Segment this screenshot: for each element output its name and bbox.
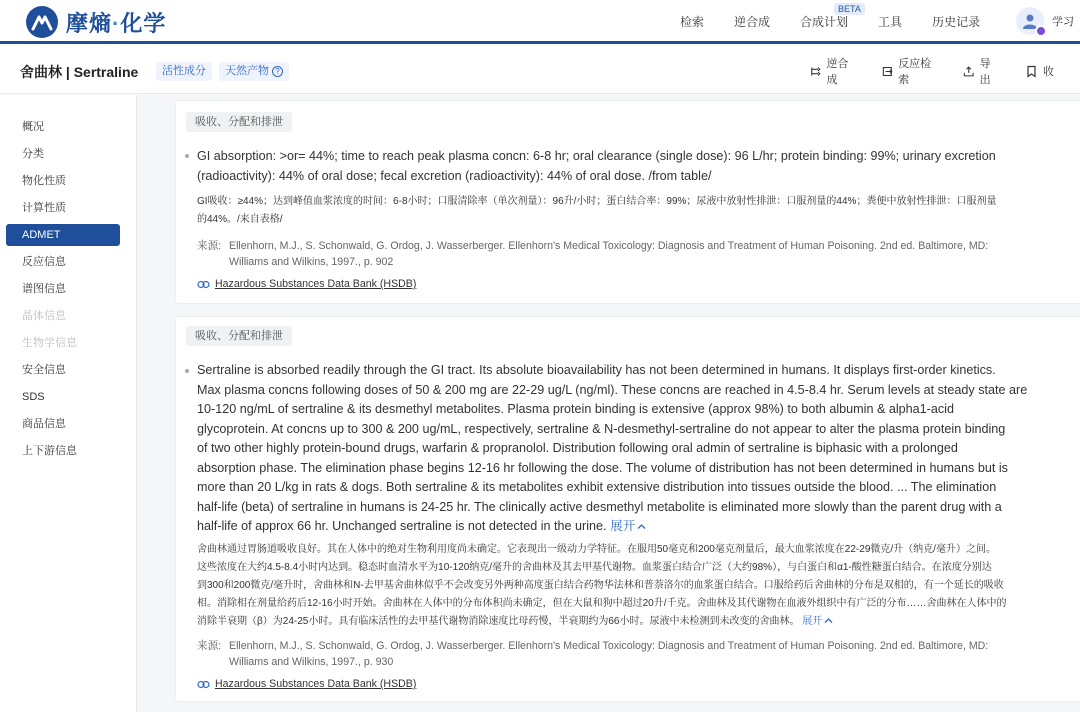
nav-retrosynthesis[interactable]: 逆合成 <box>734 15 771 29</box>
chevron-up-icon <box>637 523 646 530</box>
user-menu[interactable] <box>1016 7 1074 35</box>
section-tag: 吸收、分配和排泄 <box>186 326 292 346</box>
bullet <box>185 154 189 158</box>
source-citation: 来源: Ellenhorn, M.J., S. Schonwald, G. Ordog, J. Wasserberger. Ellenhorn's Medical Toxicology: Diagnosis and Treatment of Human Poisoning. 2nd ed. Baltimore, MD: Williams and Wilkins, 1997., p. 930 <box>197 640 989 668</box>
section-tag: 吸收、分配和排泄 <box>186 112 292 132</box>
hsdb-link[interactable]: Hazardous Substances Data Bank (HSDB) <box>197 278 416 290</box>
user-label[interactable]: 学习 <box>1052 16 1074 28</box>
link-icon <box>197 280 210 289</box>
absorption-distribution-card <box>175 316 1080 702</box>
main-menu <box>680 0 1010 44</box>
reaction-search-icon <box>882 65 894 78</box>
compound-name: 舍曲林 | Sertraline <box>20 64 139 80</box>
sidebar-item-safety[interactable]: 安全信息 <box>22 364 66 376</box>
sidebar-item-computed[interactable]: 计算性质 <box>22 202 66 214</box>
logo-text: 摩熵·化学 <box>66 10 167 36</box>
reaction-search-button[interactable]: 反应检索 <box>882 61 938 81</box>
sidebar-item-crystal: 晶体信息 <box>22 310 66 322</box>
export-icon <box>963 65 974 78</box>
sidebar-item-spectra[interactable]: 谱图信息 <box>22 283 66 295</box>
sidebar-item-products[interactable]: 商品信息 <box>22 418 66 430</box>
hsdb-link[interactable]: Hazardous Substances Data Bank (HSDB) <box>197 678 416 690</box>
tag-natural-product[interactable]: 天然产物 ? <box>219 62 289 81</box>
sidebar-item-physchem[interactable]: 物化性质 <box>22 175 66 187</box>
section-sidebar <box>0 95 137 712</box>
retrosynthesis-icon <box>810 65 822 78</box>
avatar[interactable] <box>1016 7 1044 35</box>
chinese-translation: GI吸收：≥44%；达到峰值血浆浓度的时间：6-8小时；口服清除率（单次剂量）：96升/小时；蛋白结合率：99%；尿液中放射性排泄：口服剂量的44%；粪便中放射性排泄：口服剂量 的44%。/来自表格/ <box>197 196 997 225</box>
sidebar-item-biology: 生物学信息 <box>22 337 77 349</box>
sidebar-item-overview[interactable]: 概况 <box>22 121 44 133</box>
sidebar-item-classification[interactable]: 分类 <box>22 148 44 160</box>
verified-badge-icon <box>1035 25 1047 37</box>
export-button[interactable]: 导出 <box>963 61 999 81</box>
logo[interactable] <box>26 6 166 38</box>
compound-actions <box>810 58 1080 86</box>
sidebar-item-admet[interactable]: ADMET <box>6 224 120 246</box>
logo-mark-icon <box>26 6 58 38</box>
chevron-up-icon <box>824 617 833 624</box>
admet-content <box>137 95 1080 712</box>
sidebar-item-upstream-downstream[interactable]: 上下游信息 <box>22 445 77 457</box>
nav-tools[interactable]: 工具 <box>878 15 903 29</box>
english-text: Sertraline is absorbed readily through the GI tract. Its absolute bioavailability has not been determined in humans. It displays first-order kinetics. Max plasma concns following doses of 50 & 200 mg are 22-29 ug/L (ng/ml). These concns are reached in 4.5-8.4 hr. Serum levels at steady state are 10-120 ng/mL of sertraline & its desmethyl metabolites. Plasma protein binding is extensive (approx 98%) to both albumin & alpha1-acid glycoprotein. At concns up to 300 & 200 ug/mL, respectively, sertraline & N-desmethyl-sertraline do not appear to alter the plasma protein binding of two other highly protein-bound drugs, warfarin & propranolol. Distribution following oral admin of sertraline is biphasic with a prolonged absorption phase. The elimination phase begins 12-16 hr following the dose. The volume of distribution has not been determined in humans but is more than 20 L/kg in rats & dogs. Both sertraline & its metabolites exhibit extensive distribution into tissues outside the blood. ... The elimination half-life (beta) of sertraline in humans is 24-25 hr. The clinically active desmethyl metabolite is eliminated more slowly than the parent drug with a half-life of approx 66 hr. Unchanged sertraline is not detected in the urine. 展开 <box>197 363 1028 533</box>
sidebar-item-sds[interactable]: SDS <box>22 391 45 403</box>
help-icon[interactable]: ? <box>272 66 283 77</box>
absorption-card <box>175 100 1080 304</box>
top-navigation-bar <box>0 0 1080 44</box>
nav-history[interactable]: 历史记录 <box>932 15 981 29</box>
beta-badge: BETA <box>834 3 865 15</box>
sidebar-item-reactions[interactable]: 反应信息 <box>22 256 66 268</box>
expand-english-button[interactable]: 展开 <box>610 519 646 533</box>
bookmark-icon <box>1025 65 1038 78</box>
retrosynthesis-button[interactable]: 逆合成 <box>810 61 856 81</box>
expand-chinese-button[interactable]: 展开 <box>802 616 833 627</box>
tag-active-ingredient[interactable]: 活性成分 <box>156 62 212 81</box>
english-text: GI absorption: >or= 44%; time to reach peak plasma concn: 6-8 hr; oral clearance (single dose): 96 L/hr; protein binding: 99%; urinary excretion (radioactivity): 44% of oral dose; fecal excretion (radioactivity): 44% of oral dose. /from table/ <box>197 149 996 183</box>
bookmark-button[interactable]: 收 <box>1025 61 1054 81</box>
compound-header <box>0 47 1080 94</box>
nav-synthesis-plan[interactable]: 合成计划 BETA <box>800 0 848 44</box>
source-citation: 来源: Ellenhorn, M.J., S. Schonwald, G. Ordog, J. Wasserberger. Ellenhorn's Medical Toxicology: Diagnosis and Treatment of Human Poisoning. 2nd ed. Baltimore, MD: Williams and Wilkins, 1997., p. 902 <box>197 240 989 268</box>
link-icon <box>197 680 210 689</box>
nav-search[interactable]: 检索 <box>680 15 705 29</box>
chinese-translation: 舍曲林通过胃肠道吸收良好。其在人体中的绝对生物利用度尚未确定。它表现出一级动力学特征。在服用50毫克和200毫克剂量后，最大血浆浓度在22-29微克/升（纳克/毫升）之间。 这些浓度在大约4.5-8.4小时内达到。稳态时血清水平为10-120纳克/毫升的舍曲林及其去甲基代谢物。血浆蛋白结合广泛（大约98%），与白蛋白和α1-酸性糖蛋白结合。在浓度分别达 到300和200微克/毫升时，舍曲林和N-去甲基舍曲林似乎不会改变另外两种高度蛋白结合药物华法林和普萘洛尔的血浆蛋白结合。口服给药后舍曲林的分布是双相的，有一个延长的吸收 相。消除相在剂量给药后12-16小时开始。舍曲林在人体中的分布体积尚未确定，但在大鼠和狗中超过20升/千克。舍曲林及其代谢物在血液外组织中有广泛的分布……舍曲林在人体中的 消除半衰期（β）为24-25小时。具有临床活性的去甲基代谢物消除速度比母药慢，半衰期约为66小时。尿液中未检测到未改变的舍曲林。 展开 <box>197 544 1007 627</box>
bullet <box>185 369 189 373</box>
